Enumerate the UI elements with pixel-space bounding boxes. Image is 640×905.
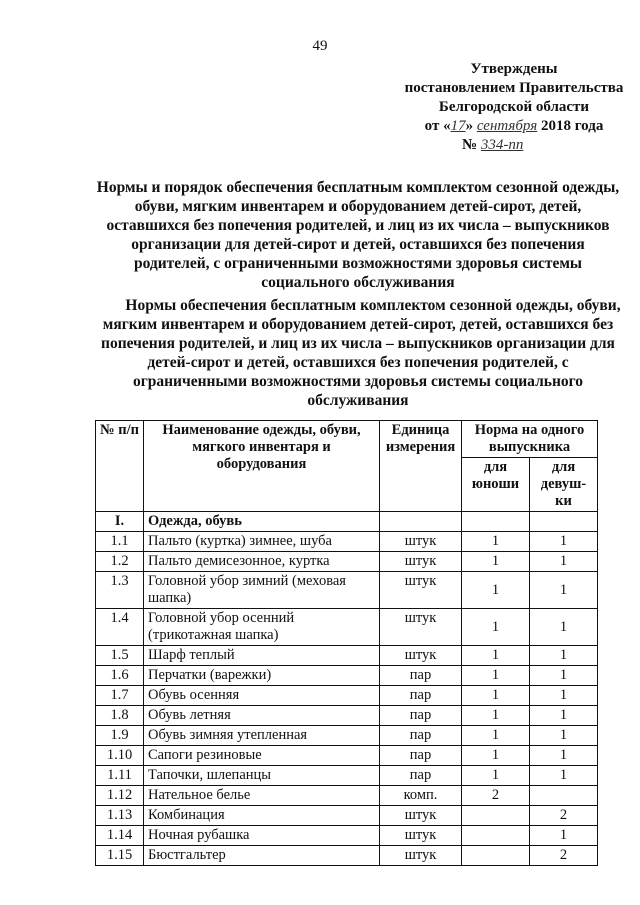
row-name: Пальто (куртка) зимнее, шуба	[144, 532, 380, 552]
row-num: 1.13	[96, 806, 144, 826]
row-name: Головной убор осенний (трикотажная шапка)	[144, 609, 380, 646]
header-norm: Норма на одного выпускника	[462, 421, 598, 458]
row-unit: пар	[380, 726, 462, 746]
row-boys: 1	[462, 532, 530, 552]
row-num: 1.2	[96, 552, 144, 572]
row-girls: 2	[530, 846, 598, 866]
row-unit: штук	[380, 846, 462, 866]
row-unit: штук	[380, 552, 462, 572]
row-num: 1.3	[96, 572, 144, 609]
row-num: 1.4	[96, 609, 144, 646]
header-unit: Единица измерения	[380, 421, 462, 512]
table-row	[96, 646, 598, 666]
row-unit: пар	[380, 686, 462, 706]
approval-line-1: Утверждены	[470, 61, 558, 77]
row-unit: пар	[380, 706, 462, 726]
row-boys: 1	[462, 766, 530, 786]
row-name: Комбинация	[144, 806, 380, 826]
row-girls: 1	[530, 666, 598, 686]
approval-number-value: 334-пп	[480, 137, 524, 153]
row-name: Нательное белье	[144, 786, 380, 806]
row-num: 1.15	[96, 846, 144, 866]
row-name: Обувь зимняя утепленная	[144, 726, 380, 746]
section-name: Одежда, обувь	[144, 512, 380, 532]
row-name: Перчатки (варежки)	[144, 666, 380, 686]
approval-block	[400, 60, 628, 155]
row-girls: 1	[530, 686, 598, 706]
header-name: Наименование одежды, обуви, мягкого инвентаря и оборудования	[144, 421, 380, 512]
row-unit: штук	[380, 532, 462, 552]
row-girls: 1	[530, 532, 598, 552]
page-number: 49	[312, 38, 328, 54]
table-row	[96, 686, 598, 706]
row-boys: 1	[462, 646, 530, 666]
row-girls: 1	[530, 746, 598, 766]
row-unit: штук	[380, 572, 462, 609]
row-name: Ночная рубашка	[144, 826, 380, 846]
row-girls: 1	[530, 706, 598, 726]
approval-number: № 334-пп	[462, 137, 524, 153]
row-num: 1.11	[96, 766, 144, 786]
row-boys: 2	[462, 786, 530, 806]
row-unit: комп.	[380, 786, 462, 806]
row-num: 1.1	[96, 532, 144, 552]
approval-line-3: Белгородской области	[438, 99, 590, 115]
row-boys	[462, 826, 530, 846]
row-unit: пар	[380, 766, 462, 786]
row-unit: штук	[380, 646, 462, 666]
table-row	[96, 786, 598, 806]
norms-table	[95, 420, 598, 866]
row-unit: штук	[380, 826, 462, 846]
row-girls: 1	[530, 826, 598, 846]
row-num: 1.7	[96, 686, 144, 706]
document-subtitle: Нормы обеспечения бесплатным комплектом сезонной одежды, обуви, мягким инвентарем и оборудованием детей-сирот, детей, оставшихся без попечения родителей, и лиц из их числа – выпускников организации для детей-сирот и детей, оставшихся без попечения родителей, с ограниченными возможностями здоровья системы социального обслуживания	[101, 297, 621, 409]
section-row	[96, 512, 598, 532]
row-num: 1.8	[96, 706, 144, 726]
row-unit: пар	[380, 746, 462, 766]
approval-line-2: постановлением Правительства	[404, 80, 624, 96]
row-num: 1.10	[96, 746, 144, 766]
row-name: Головной убор зимний (меховая шапка)	[144, 572, 380, 609]
table-row	[96, 572, 598, 609]
header-girls: для девуш-ки	[530, 458, 598, 512]
row-num: 1.12	[96, 786, 144, 806]
approval-month: сентября	[476, 118, 538, 134]
row-girls: 1	[530, 572, 598, 609]
row-unit: штук	[380, 806, 462, 826]
row-name: Шарф теплый	[144, 646, 380, 666]
table-row	[96, 806, 598, 826]
row-name: Тапочки, шлепанцы	[144, 766, 380, 786]
row-name: Обувь осенняя	[144, 686, 380, 706]
table-row	[96, 726, 598, 746]
approval-date: от «17» сентября 2018 года	[424, 118, 604, 134]
row-name: Сапоги резиновые	[144, 746, 380, 766]
row-girls	[530, 786, 598, 806]
table-row	[96, 552, 598, 572]
approval-day: 17	[450, 118, 466, 134]
row-unit: штук	[380, 609, 462, 646]
table-row	[96, 746, 598, 766]
row-name: Бюстгальтер	[144, 846, 380, 866]
row-num: 1.6	[96, 666, 144, 686]
header-boys: для юноши	[462, 458, 530, 512]
row-girls: 1	[530, 609, 598, 646]
table-row	[96, 666, 598, 686]
table-row	[96, 532, 598, 552]
table-row	[96, 826, 598, 846]
row-boys: 1	[462, 609, 530, 646]
approval-year: 2018 года	[540, 118, 604, 134]
row-num: 1.14	[96, 826, 144, 846]
row-boys: 1	[462, 746, 530, 766]
row-boys: 1	[462, 572, 530, 609]
row-boys: 1	[462, 706, 530, 726]
row-girls: 1	[530, 646, 598, 666]
row-boys: 1	[462, 686, 530, 706]
row-name: Пальто демисезонное, куртка	[144, 552, 380, 572]
row-girls: 1	[530, 766, 598, 786]
row-name: Обувь летняя	[144, 706, 380, 726]
row-girls: 1	[530, 726, 598, 746]
table-row	[96, 766, 598, 786]
row-boys: 1	[462, 726, 530, 746]
row-girls: 1	[530, 552, 598, 572]
row-boys: 1	[462, 666, 530, 686]
table-row	[96, 846, 598, 866]
section-num: I.	[96, 512, 144, 532]
row-boys: 1	[462, 552, 530, 572]
table-header-row	[96, 421, 598, 458]
header-num: № п/п	[96, 421, 144, 512]
row-girls: 2	[530, 806, 598, 826]
row-unit: пар	[380, 666, 462, 686]
row-boys	[462, 806, 530, 826]
document-title: Нормы и порядок обеспечения бесплатным комплектом сезонной одежды, обуви, мягким инвентарем и оборудованием детей-сирот, детей, оставшихся без попечения родителей, и лиц из их числа – выпускников организации для детей-сирот и детей, оставшихся без попечения родителей, с ограниченными возможностями здоровья системы социального обслуживания	[96, 179, 620, 291]
table-row	[96, 609, 598, 646]
table-row	[96, 706, 598, 726]
row-num: 1.5	[96, 646, 144, 666]
row-num: 1.9	[96, 726, 144, 746]
row-boys	[462, 846, 530, 866]
